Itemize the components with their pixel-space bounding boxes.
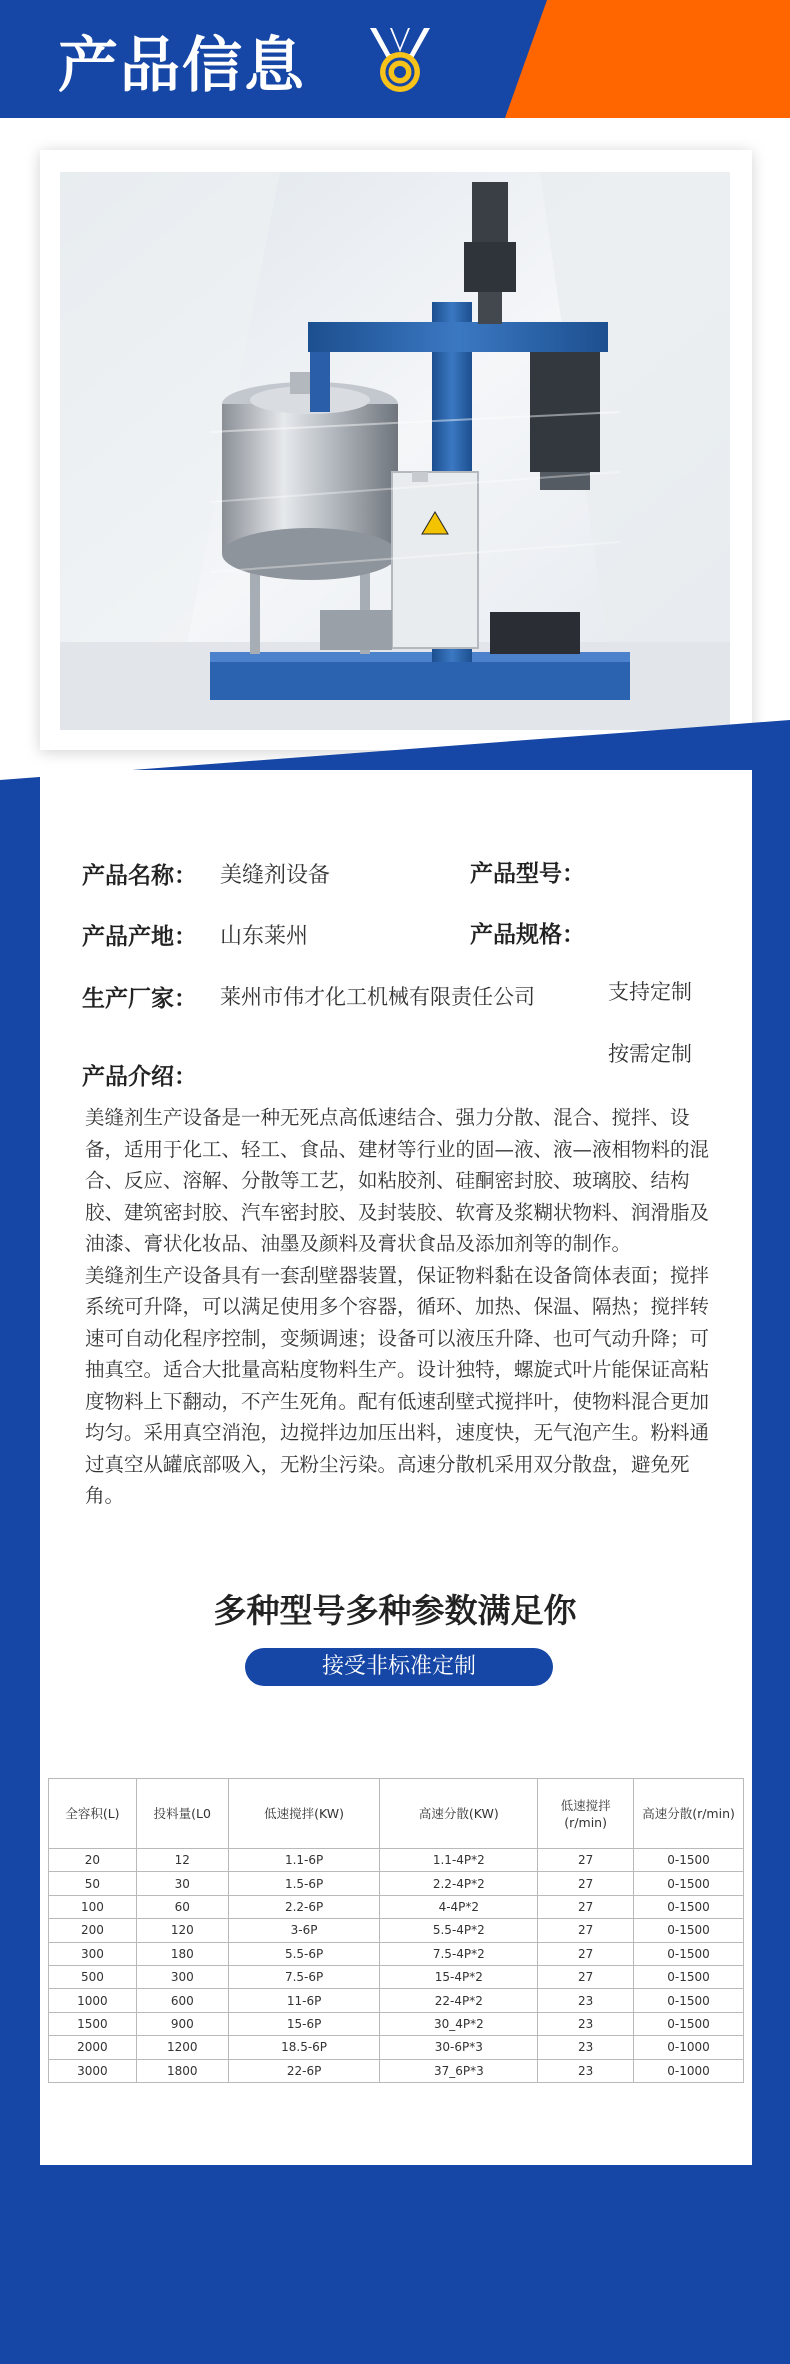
table-cell: 1.1-6P bbox=[228, 1849, 380, 1872]
table-row bbox=[49, 1895, 744, 1918]
table-cell: 30-6P*3 bbox=[380, 2036, 538, 2059]
table-row bbox=[49, 1942, 744, 1965]
table-cell: 7.5-4P*2 bbox=[380, 1942, 538, 1965]
table-cell: 23 bbox=[538, 2059, 634, 2082]
model-label: 产品型号： bbox=[470, 861, 585, 887]
table-cell: 0-1500 bbox=[634, 1965, 744, 1988]
table-cell: 300 bbox=[136, 1965, 228, 1988]
parameter-table bbox=[48, 1778, 744, 2083]
table-cell: 600 bbox=[136, 1989, 228, 2012]
table-row bbox=[49, 1872, 744, 1895]
name-value: 美缝剂设备 bbox=[220, 863, 331, 888]
maker-label: 生产厂家： bbox=[82, 986, 197, 1012]
table-cell: 2.2-4P*2 bbox=[380, 1872, 538, 1895]
table-row bbox=[49, 2036, 744, 2059]
table-cell: 18.5-6P bbox=[228, 2036, 380, 2059]
table-cell: 180 bbox=[136, 1942, 228, 1965]
table-cell: 4-4P*2 bbox=[380, 1895, 538, 1918]
table-cell: 23 bbox=[538, 1989, 634, 2012]
table-cell: 22-4P*2 bbox=[380, 1989, 538, 2012]
table-cell: 0-1500 bbox=[634, 1849, 744, 1872]
custom-value: 支持定制 bbox=[608, 980, 692, 1004]
intro-paragraph-2: 美缝剂生产设备具有一套刮壁器装置，保证物料黏在设备筒体表面；搅拌系统可升降，可以满足使用多个容器，循环、加热、保温、隔热；搅拌转速可自动化程序控制，变频调速；设备可以液压升降、也可气动升降；可抽真空。适合大批量高粘度物料生产。设计独特，螺旋式叶片能保证高粘度物料上下翻动，不产生死角。配有低速刮壁式搅拌叶，使物料混合更加均匀。采用真空消泡，边搅拌边加压出料，速度快，无气泡产生。粉料通过真空从罐底部吸入，无粉尘污染。高速分散机采用双分散盘，避免死角。 bbox=[85, 1263, 710, 1507]
table-cell: 30_4P*2 bbox=[380, 2012, 538, 2035]
mixer-machine-image bbox=[60, 172, 730, 730]
product-photo bbox=[60, 172, 730, 730]
table-row bbox=[49, 2012, 744, 2035]
table-cell: 0-1500 bbox=[634, 1895, 744, 1918]
table-cell: 27 bbox=[538, 1895, 634, 1918]
table-cell: 2000 bbox=[49, 2036, 137, 2059]
table-header-cell: 全容积(L) bbox=[49, 1779, 137, 1849]
table-cell: 1.5-6P bbox=[228, 1872, 380, 1895]
table-cell: 15-4P*2 bbox=[380, 1965, 538, 1988]
table-cell: 3-6P bbox=[228, 1919, 380, 1942]
table-cell: 1000 bbox=[49, 1989, 137, 2012]
table-cell: 11-6P bbox=[228, 1989, 380, 2012]
intro-text bbox=[85, 1102, 721, 1512]
table-cell: 1200 bbox=[136, 2036, 228, 2059]
table-cell: 27 bbox=[538, 1919, 634, 1942]
table-cell: 60 bbox=[136, 1895, 228, 1918]
table-cell: 27 bbox=[538, 1849, 634, 1872]
table-cell: 30 bbox=[136, 1872, 228, 1895]
origin-value: 山东莱州 bbox=[220, 924, 309, 949]
table-cell: 0-1500 bbox=[634, 1942, 744, 1965]
table-cell: 27 bbox=[538, 1942, 634, 1965]
header-orange-accent bbox=[505, 0, 790, 118]
table-cell: 37_6P*3 bbox=[380, 2059, 538, 2082]
page-title: 产品信息 bbox=[58, 31, 306, 101]
intro-label: 产品介绍： bbox=[82, 1064, 197, 1090]
custom-value-2: 按需定制 bbox=[608, 1042, 692, 1066]
table-cell: 15-6P bbox=[228, 2012, 380, 2035]
origin-label: 产品产地： bbox=[82, 924, 197, 950]
table-cell: 20 bbox=[49, 1849, 137, 1872]
table-cell: 1800 bbox=[136, 2059, 228, 2082]
table-row bbox=[49, 1965, 744, 1988]
table-cell: 0-1500 bbox=[634, 1919, 744, 1942]
table-header-cell: 低速搅拌(KW) bbox=[228, 1779, 380, 1849]
table-cell: 5.5-6P bbox=[228, 1942, 380, 1965]
table-row bbox=[49, 1919, 744, 1942]
intro-paragraph-1: 美缝剂生产设备是一种无死点高低速结合、强力分散、混合、搅拌、设备，适用于化工、轻工、食品、建材等行业的固—液、液—液相物料的混合、反应、溶解、分散等工艺，如粘胶剂、硅酮密封胶、玻璃胶、结构胶、建筑密封胶、汽车密封胶、及封装胶、软膏及浆糊状物料、润滑脂及油漆、膏状化妆品、油墨及颜料及膏状食品及添加剂等的制作。 bbox=[85, 1106, 710, 1255]
maker-value: 莱州市伟才化工机械有限责任公司 bbox=[220, 985, 535, 1009]
table-cell: 1500 bbox=[49, 2012, 137, 2035]
table-header-cell: 投料量(L0 bbox=[136, 1779, 228, 1849]
name-label: 产品名称： bbox=[82, 863, 197, 889]
table-cell: 500 bbox=[49, 1965, 137, 1988]
table-cell: 0-1500 bbox=[634, 1989, 744, 2012]
table-cell: 50 bbox=[49, 1872, 137, 1895]
table-header-cell: 低速搅拌(r/min) bbox=[538, 1779, 634, 1849]
table-cell: 5.5-4P*2 bbox=[380, 1919, 538, 1942]
table-cell: 3000 bbox=[49, 2059, 137, 2082]
table-cell: 0-1500 bbox=[634, 1872, 744, 1895]
table-cell: 200 bbox=[49, 1919, 137, 1942]
table-row bbox=[49, 1989, 744, 2012]
table-cell: 22-6P bbox=[228, 2059, 380, 2082]
table-cell: 0-1500 bbox=[634, 2012, 744, 2035]
table-cell: 300 bbox=[49, 1942, 137, 1965]
table-cell: 23 bbox=[538, 2012, 634, 2035]
size-label: 产品规格： bbox=[470, 922, 585, 948]
custom-order-pill: 接受非标准定制 bbox=[245, 1648, 553, 1686]
header-banner bbox=[0, 0, 790, 118]
section-title: 多种型号多种参数满足你 bbox=[213, 1591, 577, 1630]
medal-logo-icon bbox=[362, 22, 438, 98]
table-row bbox=[49, 1849, 744, 1872]
table-row bbox=[49, 2059, 744, 2082]
table-cell: 1.1-4P*2 bbox=[380, 1849, 538, 1872]
table-header-cell: 高速分散(r/min) bbox=[634, 1779, 744, 1849]
table-cell: 2.2-6P bbox=[228, 1895, 380, 1918]
table-header-cell: 高速分散(KW) bbox=[380, 1779, 538, 1849]
table-cell: 7.5-6P bbox=[228, 1965, 380, 1988]
table-cell: 0-1000 bbox=[634, 2059, 744, 2082]
table-cell: 27 bbox=[538, 1965, 634, 1988]
table-cell: 120 bbox=[136, 1919, 228, 1942]
table-cell: 100 bbox=[49, 1895, 137, 1918]
table-cell: 27 bbox=[538, 1872, 634, 1895]
table-cell: 12 bbox=[136, 1849, 228, 1872]
table-cell: 0-1000 bbox=[634, 2036, 744, 2059]
table-cell: 900 bbox=[136, 2012, 228, 2035]
table-cell: 23 bbox=[538, 2036, 634, 2059]
table-header-row bbox=[49, 1779, 744, 1849]
